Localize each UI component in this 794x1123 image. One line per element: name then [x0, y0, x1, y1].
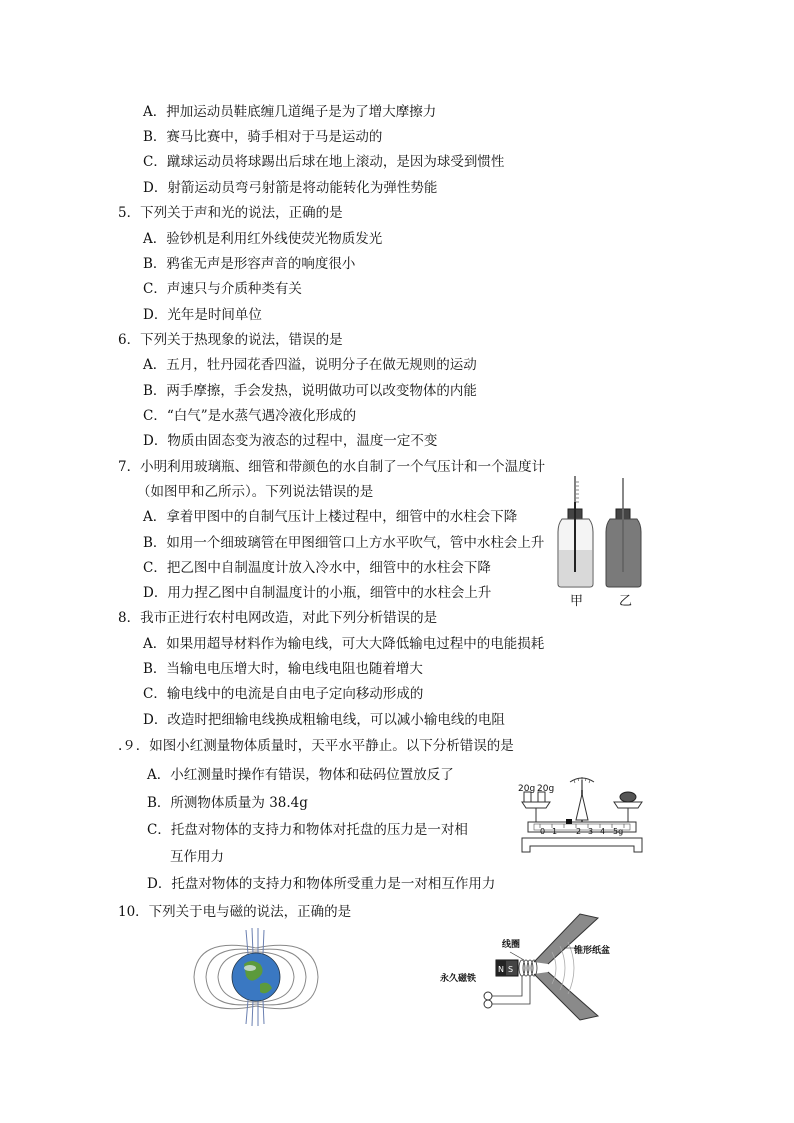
figure-label-jia: 甲 [570, 594, 584, 609]
q10-stem: 10．下列关于电与磁的说法，正确的是 [118, 904, 352, 920]
q8-option-d: D．改造时把细输电线换成粗输电线，可以减小输电线的电阻 [143, 712, 505, 728]
q4-option-b: B．赛马比赛中，骑手相对于马是运动的 [143, 129, 383, 145]
q8-stem: 8．我市正进行农村电网改造，对此下列分析错误的是 [118, 610, 438, 626]
q9-stem: .９．如图小红测量物体质量时，天平水平静止。以下分析错误的是 [118, 738, 514, 754]
scale-label-0: 0 [540, 827, 546, 836]
weight-label-1: 20g [518, 784, 536, 794]
scale-label-2: 2 [576, 827, 582, 836]
bottles-figure [552, 472, 648, 592]
q8-option-a: A．如果用超导材料作为输电线，可大大降低输电过程中的电能损耗 [143, 636, 545, 652]
q9-option-a: A．小红测量时操作有错误，物体和砝码位置放反了 [147, 767, 454, 783]
speaker-figure [440, 912, 606, 1026]
q7-option-a: A．拿着甲图中的自制气压计上楼过程中，细管中的水柱会下降 [143, 509, 518, 525]
thermometer-bottle [606, 478, 641, 587]
earth-magnetic-field-figure [186, 928, 326, 1026]
rider-weight [566, 819, 572, 824]
q7-stem-line2: （如图甲和乙所示）。下列说法错误的是 [137, 484, 374, 500]
q4-option-a: A．押加运动员鞋底缠几道绳子是为了增大摩擦力 [143, 104, 437, 120]
q6-option-d: D．物质由固态变为液态的过程中，温度一定不变 [143, 433, 438, 449]
scale-label-5g: 5g [613, 827, 624, 836]
cone-label: 锥形纸盆 [574, 946, 611, 956]
q9-option-c: C．托盘对物体的支持力和物体对托盘的压力是一对相 [147, 822, 468, 838]
q7-stem-line1: 7．小明利用玻璃瓶、细管和带颜色的水自制了一个气压计和一个温度计 [118, 459, 546, 475]
q5-option-b: B．鸦雀无声是形容声音的响度很小 [143, 256, 356, 272]
q8-option-c: C．输电线中的电流是自由电子定向移动形成的 [143, 686, 424, 702]
magnet-label: 永久磁铁 [440, 974, 477, 984]
scale-label-3: 3 [588, 827, 594, 836]
svg-text:S: S [508, 965, 514, 974]
q4-option-d: D．射箭运动员弯弓射箭是将动能转化为弹性势能 [143, 180, 438, 196]
q5-option-c: C．声速只与介质种类有关 [143, 281, 302, 297]
q6-option-a: A．五月，牡丹园花香四溢，说明分子在做无规则的运动 [143, 357, 477, 373]
q7-option-c: C．把乙图中自制温度计放入冷水中，细管中的水柱会下降 [143, 560, 491, 576]
q5-stem: 5．下列关于声和光的说法，正确的是 [118, 205, 343, 221]
q5-option-a: A．验钞机是利用红外线使荧光物质发光 [143, 231, 383, 247]
q8-option-b: B．当输电电压增大时，输电线电阻也随着增大 [143, 661, 423, 677]
weight-label-2: 20g [537, 784, 555, 794]
figure-label-yi: 乙 [619, 594, 633, 609]
q7-option-b: B．如用一个细玻璃管在甲图细管口上方水平吹气，管中水柱会上升 [143, 535, 545, 551]
barometer-bottle [558, 476, 593, 587]
q6-stem: 6．下列关于热现象的说法，错误的是 [118, 332, 343, 348]
q7-option-d: D．用力捏乙图中自制温度计的小瓶，细管中的水柱会上升 [143, 585, 492, 601]
q9-option-b: B．所测物体质量为 38.4g [147, 795, 308, 811]
coil [519, 960, 537, 976]
q5-option-d: D．光年是时间单位 [143, 307, 262, 323]
scale-label-4: 4 [600, 827, 606, 836]
q9-option-c-continued: 互作用力 [170, 849, 224, 865]
svg-text:N: N [498, 965, 504, 974]
q6-option-b: B．两手摩擦，手会发热，说明做功可以改变物体的内能 [143, 383, 477, 399]
scale-label-1: 1 [552, 827, 558, 836]
q4-option-c: C．蹴球运动员将球踢出后球在地上滚动，是因为球受到惯性 [143, 154, 505, 170]
coil-label: 线圈 [502, 940, 521, 950]
q6-option-c: C．“白气”是水蒸气遇冷液化形成的 [143, 408, 357, 424]
q9-option-d: D．托盘对物体的支持力和物体所受重力是一对相互作用力 [147, 876, 496, 892]
